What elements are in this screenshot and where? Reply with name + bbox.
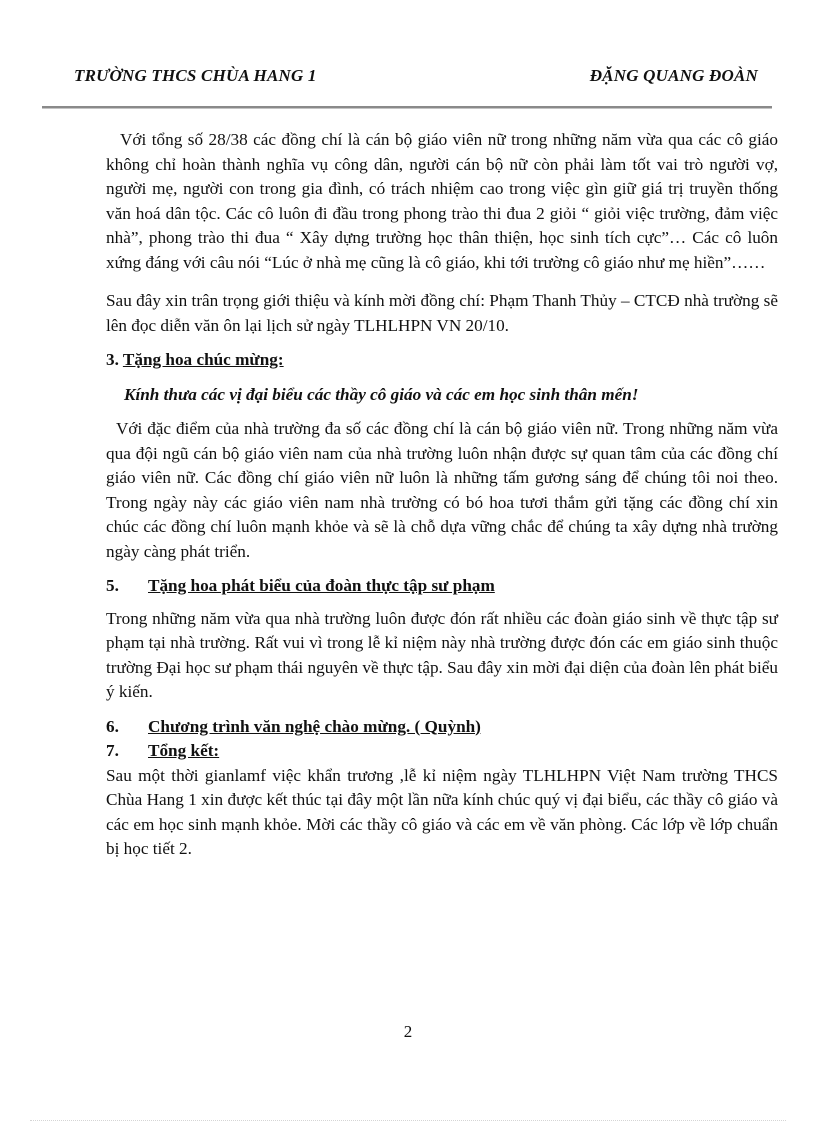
section-3-title: Tặng hoa chúc mừng: <box>122 350 284 369</box>
document-body <box>106 128 778 862</box>
section-6-title: Chương trình văn nghệ chào mừng. ( Quỳnh) <box>148 716 481 736</box>
section-6-number: 6. <box>106 716 119 736</box>
section-5-number: 5. <box>106 576 119 595</box>
header-school-name: TRƯỜNG THCS CHÙA HANG 1 <box>74 66 317 85</box>
section-3-salutation: Kính thưa các vị đại biểu các thầy cô giáo và các em học sinh thân mến! <box>124 384 639 404</box>
section-5-heading <box>106 574 778 599</box>
page-bottom-border <box>30 1120 786 1121</box>
section-7-title: Tổng kết: <box>148 741 220 760</box>
page-header <box>74 66 758 92</box>
header-author-name: ĐẶNG QUANG ĐOÀN <box>589 66 758 85</box>
intro-paragraph: Với tổng số 28/38 các đồng chí là cán bộ giáo viên nữ trong những năm vừa qua các cô giáo không chỉ hoàn thành nghĩa vụ công dân, người cán bộ nữ còn phải làm tốt vai trò người vợ, người mẹ, người con trong gia đình, có trách nhiệm cao trong việc gìn giữ giá trị truyền thống văn hoá dân tộc. Các cô luôn đi đầu trong phong trào thi đua 2 giỏi “ giỏi việc trường, đảm việc nhà”, phong trào thi đua “ Xây dựng trường học thân thiện, học sinh tích cực”… Các cô luôn xứng đáng với câu nói “Lúc ở nhà mẹ cũng là cô giáo, khi tới trường cô giáo như mẹ hiền”…… <box>106 130 778 272</box>
section-7-body: Sau một thời gianlamf việc khẩn trương ,lễ kỉ niệm ngày TLHLHPN Việt Nam trường THCS Chùa Hang 1 xin được kết thúc tại đây một lần nữa kính chúc quý vị đại biểu, các thầy cô giáo và các em học sinh mạnh khỏe. Mời các thầy cô giáo và các em về văn phòng. Các lớp về lớp chuẩn bị học tiết 2. <box>106 765 778 858</box>
header-divider <box>42 106 772 109</box>
section-5-body: Trong những năm vừa qua nhà trường luôn được đón rất nhiều các đoàn giáo sinh về thực tập sư phạm tại nhà trường. Rất vui vì trong lễ kỉ niệm này nhà trường được đón các em giáo sinh thuộc trường Đại học sư phạm thái nguyên về thực tập. Sau đây xin mời đại diện của đoàn lên phát biểu ý kiến. <box>106 608 778 701</box>
section-3-number: 3. <box>106 350 119 369</box>
section-3-body: Với đặc điểm của nhà trường đa số các đồng chí là cán bộ giáo viên nữ. Trong những năm vừa qua đội ngũ cán bộ giáo viên nam của nhà trường luôn nhận được sự quan tâm của các đồng chí giáo viên nữ. Các đồng chí giáo viên nữ luôn là những tấm gương sáng để chúng tôi noi theo. Trong ngày này các giáo viên nam nhà trường có bó hoa tươi thắm gửi tặng các đồng chí xin chúc các đồng chí luôn mạnh khỏe và sẽ là chỗ dựa vững chắc để chúng ta xây dựng nhà trường ngày càng phát triển. <box>106 419 778 561</box>
section-6-heading <box>106 715 778 740</box>
section-3-heading <box>106 348 778 373</box>
section-5-title: Tặng hoa phát biểu của đoàn thực tập sư phạm <box>148 576 495 595</box>
invite-paragraph: Sau đây xin trân trọng giới thiệu và kính mời đồng chí: Phạm Thanh Thủy – CTCĐ nhà trường sẽ lên đọc diễn văn ôn lại lịch sử ngày TLHLHPN VN 20/10. <box>106 291 778 335</box>
section-7-heading <box>106 739 778 764</box>
section-7-number: 7. <box>106 741 119 760</box>
page-number: 2 <box>403 1022 413 1041</box>
